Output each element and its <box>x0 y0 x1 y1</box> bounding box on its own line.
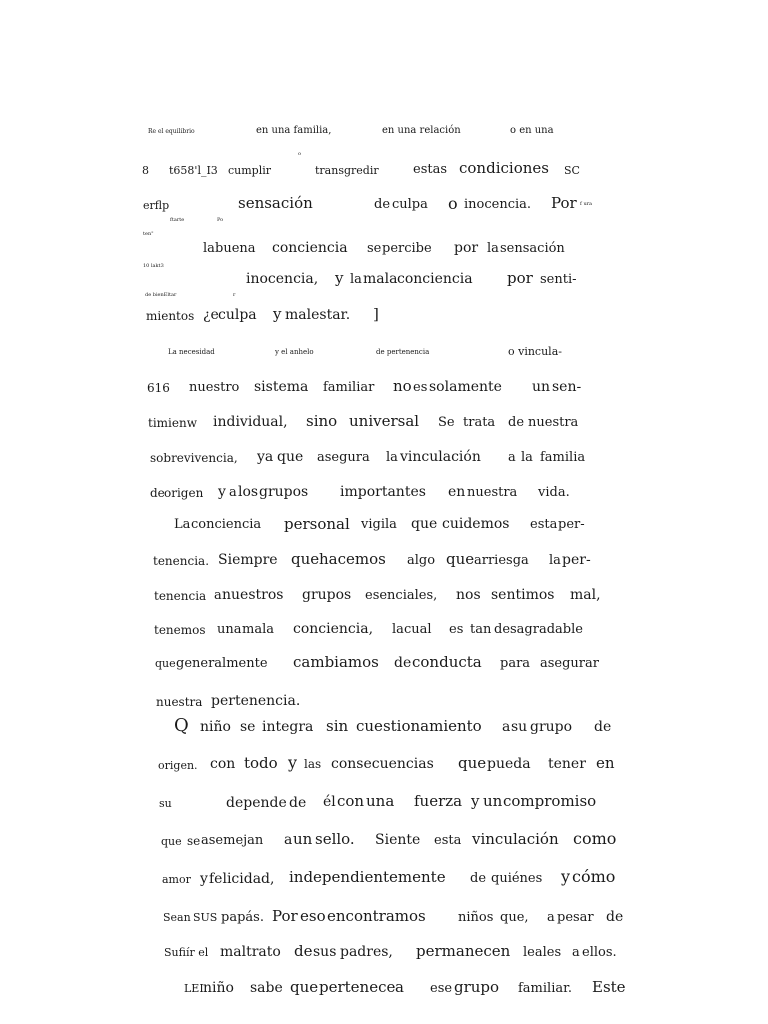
word: familiar. <box>518 981 573 996</box>
word: sen- <box>552 379 582 395</box>
word: trata <box>463 415 496 430</box>
word: conciencia <box>397 271 473 287</box>
word: timienw <box>148 416 197 430</box>
text-line <box>0 305 768 329</box>
word: de <box>294 942 313 960</box>
word: ten" <box>143 231 154 237</box>
word: consecuencias <box>331 756 434 772</box>
word: sistema <box>254 379 309 395</box>
word: 616 <box>147 381 170 395</box>
word: vigila <box>361 517 397 532</box>
text-line <box>0 345 768 369</box>
word: independientemente <box>289 868 446 886</box>
word: a <box>508 450 516 465</box>
text-line <box>0 652 768 676</box>
word: y <box>288 753 298 772</box>
word: su <box>159 797 172 810</box>
word: que <box>277 449 304 465</box>
word: Este <box>592 978 626 996</box>
word: mientos <box>146 309 195 323</box>
word: esta <box>530 517 558 532</box>
word: Por <box>272 907 298 925</box>
word: f ura <box>580 201 593 207</box>
word: a <box>284 832 293 848</box>
word: ese <box>430 981 453 996</box>
word: Por <box>551 194 577 212</box>
word: cuestionamiento <box>356 717 482 735</box>
word: La <box>174 517 191 532</box>
text-line <box>0 829 768 853</box>
word: mala <box>242 622 274 637</box>
word: un <box>293 830 313 848</box>
word: LEI <box>184 982 204 995</box>
word: se <box>187 834 201 848</box>
word: tenemos <box>154 623 206 637</box>
word: y <box>471 792 480 810</box>
word: eso <box>300 907 326 925</box>
word: él <box>323 794 336 810</box>
word: para <box>500 656 531 671</box>
word: la <box>549 553 561 568</box>
word: Se <box>438 415 455 430</box>
word: se <box>240 719 256 735</box>
text-line <box>0 618 768 642</box>
word: La necesidad <box>168 348 215 356</box>
word: transgredir <box>315 164 379 177</box>
word: o <box>448 194 458 213</box>
word: per- <box>562 552 591 568</box>
text-line <box>0 514 768 538</box>
word: sin <box>326 717 349 735</box>
word: leales <box>523 945 562 960</box>
word: conciencia, <box>293 621 374 637</box>
word: todo <box>244 754 278 772</box>
word: conducta <box>412 653 482 671</box>
word: nuestros <box>222 587 284 603</box>
word: ftarte <box>170 217 185 223</box>
word: maltrato <box>220 944 281 960</box>
word: cuidemos <box>442 516 510 532</box>
word: en <box>596 754 615 772</box>
word: a <box>502 719 511 735</box>
word: nuestra <box>156 695 203 709</box>
word: que <box>411 516 438 532</box>
word: asegurar <box>540 656 599 671</box>
word: en una relación <box>382 125 461 136</box>
word: niño <box>203 980 234 996</box>
word: niño <box>200 719 231 735</box>
word: en <box>448 484 466 500</box>
word: es <box>413 380 428 395</box>
word: o en una <box>510 125 554 136</box>
word: no <box>393 377 412 395</box>
word: personal <box>284 515 350 533</box>
text-line <box>0 481 768 505</box>
word: Siempre <box>218 552 278 568</box>
word: a <box>395 978 404 996</box>
text-line <box>0 716 768 740</box>
word: nuestra <box>467 485 518 500</box>
word: niños <box>458 910 494 925</box>
word: esenciales, <box>365 588 438 603</box>
word: que <box>290 978 319 996</box>
word: esta <box>434 833 462 848</box>
word: ¿e <box>203 307 219 323</box>
word: r <box>233 292 236 298</box>
word: como <box>573 829 617 848</box>
text-line <box>0 941 768 965</box>
word: conciencia <box>191 517 262 532</box>
word: se <box>367 241 382 256</box>
word: pertenece <box>319 978 396 996</box>
word: t658'l_I3 <box>169 164 218 177</box>
word: de <box>150 486 165 500</box>
word: a <box>214 588 222 603</box>
text-line <box>0 906 768 930</box>
word: 8 <box>142 164 149 177</box>
word: de <box>606 909 624 925</box>
word: tenencia. <box>153 554 210 568</box>
word: universal <box>349 412 420 430</box>
word: una <box>366 792 395 810</box>
word: de <box>394 655 412 671</box>
word: Re el equilibrio <box>148 128 195 135</box>
word: a <box>229 485 237 500</box>
word: tenencia <box>154 589 207 603</box>
text-line <box>0 977 768 1001</box>
word: senti- <box>540 272 577 287</box>
word: desagradable <box>494 622 583 637</box>
word: la <box>487 241 499 256</box>
word: origen <box>164 486 204 500</box>
text-line <box>0 584 768 608</box>
word: que <box>446 550 475 568</box>
text-line <box>0 867 768 891</box>
text-line <box>0 376 768 400</box>
word: sensación <box>238 194 313 212</box>
word: felicidad, <box>209 871 275 887</box>
word: Po <box>217 217 224 223</box>
word: vinculación <box>400 449 481 465</box>
word: y el anhelo <box>275 348 314 356</box>
word: origen. <box>158 759 198 772</box>
word: tener <box>548 756 586 772</box>
word: grupos <box>302 587 352 603</box>
word: percibe <box>382 241 432 256</box>
word: cumplir <box>228 164 272 177</box>
word: 10 lakt3 <box>143 263 164 269</box>
word: tan <box>470 622 492 637</box>
word: buena <box>215 241 256 256</box>
word: integra <box>262 719 314 735</box>
word: compromiso <box>503 792 597 810</box>
word: importantes <box>340 484 426 500</box>
word: cambiamos <box>293 653 379 671</box>
word: individual, <box>213 414 288 430</box>
word: padres, <box>340 944 393 960</box>
word: pesar <box>557 910 594 925</box>
word: un <box>532 379 551 395</box>
text-line <box>0 446 768 470</box>
word: nos <box>456 587 481 603</box>
word: estas <box>413 162 448 177</box>
word: en una familia, <box>256 125 332 136</box>
word: la <box>521 450 533 465</box>
word: nuestro <box>189 380 240 395</box>
word: de <box>374 197 391 212</box>
word: de <box>470 871 487 886</box>
word: que <box>458 754 487 772</box>
word: culpa <box>218 307 257 323</box>
word: sino <box>306 412 338 430</box>
word: de pertenencia <box>376 348 430 356</box>
word: grupo <box>454 978 500 996</box>
word: SC <box>564 164 580 177</box>
word: sus <box>313 944 337 960</box>
word: encontramos <box>327 907 426 925</box>
word: cómo <box>572 867 616 886</box>
word: pertenencia. <box>211 693 301 709</box>
word: algo <box>407 553 436 568</box>
word: los <box>238 484 259 500</box>
word: que <box>161 835 182 848</box>
word: o <box>298 151 302 157</box>
word: sabe <box>250 980 283 996</box>
word: Q <box>174 715 189 736</box>
word: de bienEltar <box>145 292 177 298</box>
word: inocencia. <box>464 197 532 212</box>
text-line <box>0 120 768 144</box>
text-line <box>0 231 768 262</box>
word: vinculación <box>472 830 559 848</box>
word: una <box>217 622 242 637</box>
word: a <box>572 945 580 960</box>
word: asegura <box>317 450 370 465</box>
word: y <box>561 867 571 886</box>
text-line <box>0 791 768 815</box>
word: vida. <box>538 485 570 500</box>
word: por <box>454 240 479 256</box>
word: generalmente <box>176 656 268 671</box>
word: sobrevivencia, <box>150 451 238 465</box>
word: sensación <box>500 241 565 256</box>
word: depende <box>226 795 287 811</box>
word: permanecen <box>416 942 511 960</box>
word: SUS <box>193 911 218 924</box>
word: conciencia <box>272 240 348 256</box>
word: nuestra <box>528 415 579 430</box>
word: quiénes <box>491 871 543 886</box>
text-line <box>0 214 768 238</box>
word: grupo <box>530 719 573 735</box>
word: cual <box>404 622 432 637</box>
word: familiar <box>323 380 375 395</box>
word: sentimos <box>491 587 555 603</box>
word: la <box>350 272 362 287</box>
word: ellos. <box>582 945 617 960</box>
word: culpa <box>392 197 428 212</box>
word: y <box>200 871 208 887</box>
word: Sean <box>163 911 191 924</box>
word: o vincula- <box>508 345 562 358</box>
word: con <box>337 792 365 810</box>
word: ya <box>257 449 274 465</box>
word: per- <box>558 517 585 532</box>
word: grupos <box>259 484 309 500</box>
text-line <box>0 151 768 182</box>
word: arriesga <box>474 553 529 568</box>
text-line <box>0 411 768 435</box>
word: la <box>203 241 215 256</box>
word: fuerza <box>414 792 463 810</box>
word: que, <box>500 910 529 925</box>
word: por <box>507 269 533 287</box>
word: sello. <box>315 830 355 848</box>
word: mal, <box>570 587 601 603</box>
word: y <box>335 269 344 287</box>
word: de <box>508 415 525 430</box>
word: Sufiír el <box>164 946 209 959</box>
word: que <box>155 657 176 670</box>
word: solamente <box>429 379 502 395</box>
word: es <box>449 622 464 637</box>
word: con <box>210 756 236 772</box>
word: amor <box>162 873 191 886</box>
text-line <box>0 753 768 777</box>
word: malestar. <box>285 307 351 323</box>
word: hacemos <box>319 550 386 568</box>
word: Siente <box>375 832 421 848</box>
word: familia <box>540 450 586 465</box>
word: erflp <box>143 199 170 212</box>
word: las <box>304 757 322 771</box>
word: y <box>218 484 226 500</box>
word: que <box>291 550 320 568</box>
word: de <box>289 795 307 811</box>
word: ] <box>373 305 379 323</box>
text-line <box>0 690 768 714</box>
word: pueda <box>487 756 531 772</box>
word: la <box>386 450 398 465</box>
word: un <box>483 792 503 810</box>
word: y <box>273 305 282 323</box>
word: a <box>547 910 555 925</box>
word: su <box>511 719 528 735</box>
text-line <box>0 549 768 573</box>
word: la <box>392 622 404 637</box>
word: condiciones <box>459 159 549 177</box>
word: de <box>594 719 612 735</box>
word: papás. <box>221 910 264 925</box>
word: asemejan <box>201 833 264 848</box>
word: mala <box>363 271 398 287</box>
word: inocencia, <box>246 271 319 287</box>
